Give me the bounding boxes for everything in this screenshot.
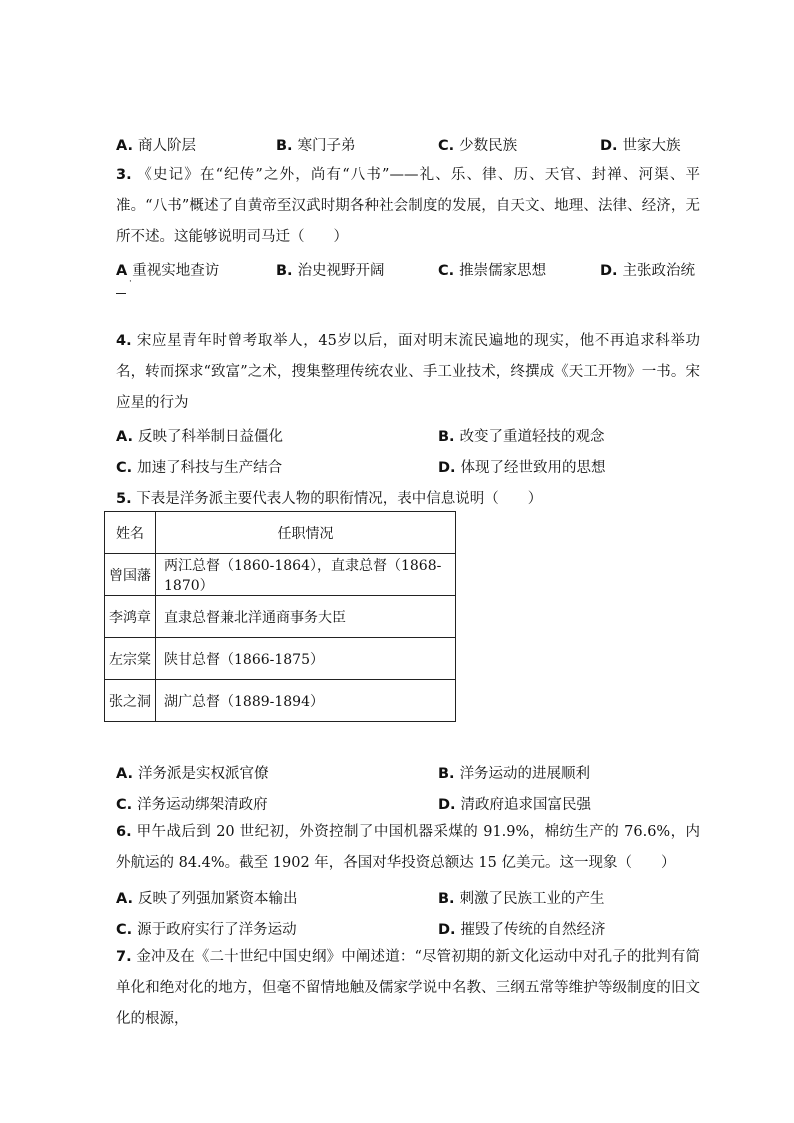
q5-option-d: D. 清政府追求国富民强 [438,797,592,813]
table-cell-duty: 湖广总督（1889-1894） [156,680,456,722]
q2-option-b: B. 寒门子弟 [276,138,356,154]
q6-option-b: B. 刺激了民族工业的产生 [438,891,605,907]
table-cell-name: 李鸿章 [105,596,156,638]
q4-option-d: D. 体现了经世致用的思想 [438,460,606,476]
table-row [105,680,456,722]
table-cell-name: 左宗棠 [105,638,156,680]
q3-option-b: B. 治史视野开阔 [276,263,385,279]
q5-option-c: C. 洋务运动绑架清政府 [116,797,268,813]
q3-option-c: C. 推崇儒家思想 [438,263,547,279]
question-4-stem: 4. 宋应星青年时曾考取举人，45岁以后，面对明末流民遍地的现实，他不再追求科举功名，转而探求“致富”之术，搜集整理传统农业、手工业技术，终撰成《天工开物》一书。宋应星的行为 [116,333,701,411]
table-header-name: 姓名 [105,512,156,554]
table-header-duty: 任职情况 [156,512,456,554]
question-7-stem: 7. 金冲及在《二十世纪中国史纲》中阐述道：“尽管初期的新文化运动中对孔子的批判有简单化和绝对化的地方，但毫不留情地触及儒家学说中名教、三纲五常等维护等级制度的旧文化的根源， [116,949,700,1027]
q3-option-d: D. 主张政治统 [600,263,696,279]
q4-option-c: C. 加速了科技与生产结合 [116,460,283,476]
table-cell-name: 张之洞 [105,680,156,722]
q5-option-a: A. 洋务派是实权派官僚 [116,766,269,782]
table-cell-duty: 陕甘总督（1866-1875） [156,638,456,680]
question-6-stem: 6. 甲午战后到 20 世纪初，外资控制了中国机器采煤的 91.9%，棉纺生产的 76.6%，内外航运的 84.4%。截至 1902 年，各国对华投资总额达 15 亿美元。这一现象（ ） [116,824,701,871]
table-row [105,596,456,638]
q2-option-a: A. 商人阶层 [116,138,196,154]
table-row [105,554,456,596]
q6-option-c: C. 源于政府实行了洋务运动 [116,922,297,938]
officials-table [104,511,456,722]
stray-dot: · [129,277,132,287]
table-cell-duty: 两江总督（1860-1864），直隶总督（1868-1870） [156,554,456,596]
q6-option-d: D. 摧毁了传统的自然经济 [438,922,606,938]
question-5-stem: 5. 下表是洋务派主要代表人物的职衔情况，表中信息说明（ ） [116,491,543,507]
table-cell-duty: 直隶总督兼北洋通商事务大臣 [156,596,456,638]
question-3-stem: 3. 《史记》在“纪传”之外，尚有“八书”——礼、乐、律、历、天官、封禅、河渠、平准。“八书”概述了自黄帝至汉武时期各种社会制度的发展，自天文、地理、法律、经济，无所不述。这能够说明司马迁（ ） [116,167,701,245]
table-cell-name: 曾国藩 [105,554,156,596]
q4-option-a: A. 反映了科举制日益僵化 [116,429,283,445]
table-row [105,638,456,680]
q4-option-b: B. 改变了重道轻技的观念 [438,429,605,445]
q6-option-a: A. 反映了列强加紧资本输出 [116,891,298,907]
q3-option-a: A 重视实地查访 [116,263,220,279]
table-header-row [105,512,456,554]
q2-option-d: D. 世家大族 [600,138,681,154]
q2-option-c: C. 少数民族 [438,138,518,154]
wrap-dash [116,293,126,294]
q5-option-b: B. 洋务运动的进展顺利 [438,766,591,782]
